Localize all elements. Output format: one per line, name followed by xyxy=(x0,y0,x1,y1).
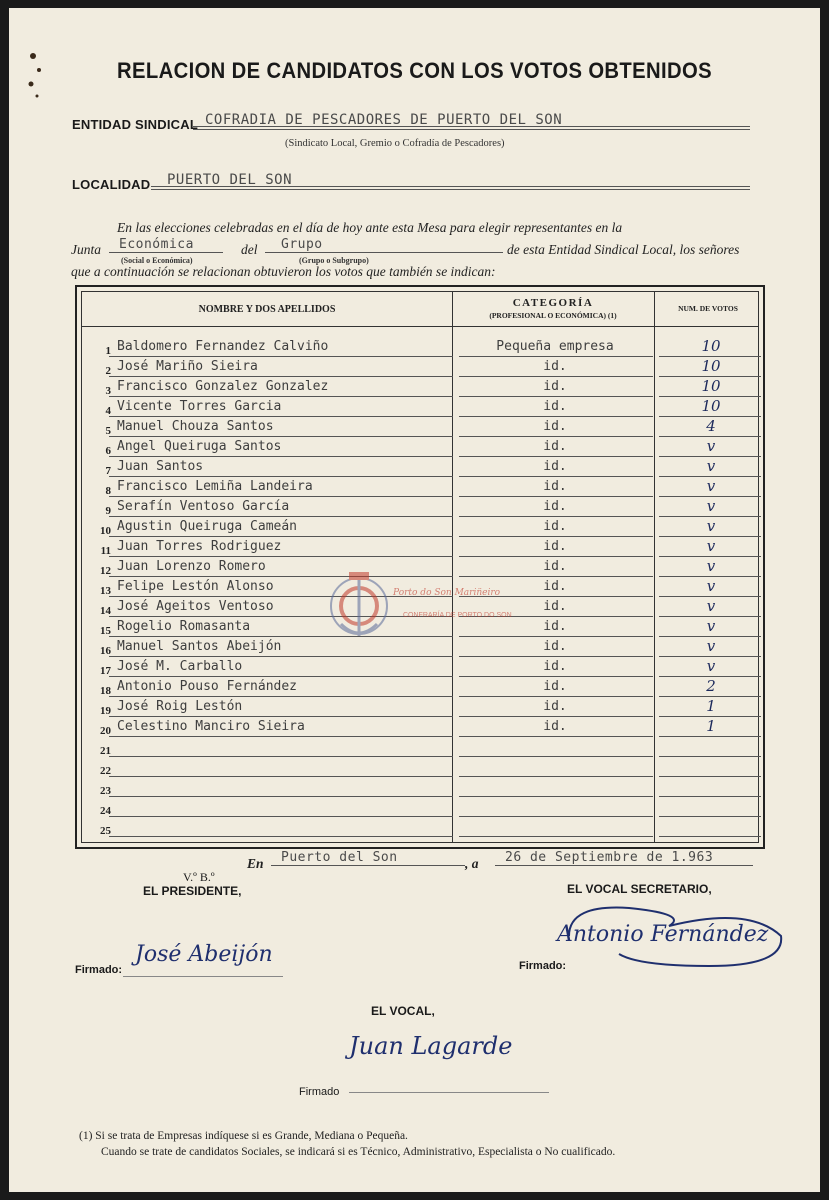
date-a-word: , a xyxy=(465,856,479,871)
row-line-category xyxy=(459,696,653,697)
row-number: 20 xyxy=(100,725,111,737)
candidate-votes: v xyxy=(706,477,716,495)
table-row xyxy=(81,819,759,839)
row-number: 12 xyxy=(100,565,111,577)
row-line-category xyxy=(459,536,653,537)
candidate-votes: v xyxy=(706,457,716,475)
row-line-name xyxy=(109,776,453,777)
candidate-votes: v xyxy=(706,657,716,675)
row-line-name xyxy=(109,436,453,437)
row-number: 3 xyxy=(105,385,111,397)
table-row xyxy=(81,459,759,479)
row-number: 6 xyxy=(105,445,111,457)
entidad-label: ENTIDAD SINDICAL xyxy=(72,117,198,132)
intro-junta-word: Junta xyxy=(71,242,101,257)
row-number: 23 xyxy=(100,785,111,797)
row-line-name xyxy=(109,756,453,757)
row-line-votes xyxy=(659,816,761,817)
stamp-text-1: Porto do Son Mariñeiro xyxy=(393,588,501,598)
signature-vocal: Juan Lagarde xyxy=(349,1032,513,1060)
entidad-underline xyxy=(193,126,750,130)
candidate-category: id. xyxy=(543,479,567,494)
grupo-note: (Grupo o Subgrupo) xyxy=(299,256,369,265)
intro-line-3: que a continuación se relacionan obtuvieron los votos que también se indican: xyxy=(71,264,496,279)
row-line-name xyxy=(109,556,453,557)
candidate-votes: 4 xyxy=(706,417,716,435)
row-line-name xyxy=(109,496,453,497)
candidate-votes: v xyxy=(706,637,716,655)
localidad-underline xyxy=(151,186,750,190)
row-line-category xyxy=(459,356,653,357)
candidate-category: id. xyxy=(543,719,567,734)
candidate-votes: 1 xyxy=(706,697,716,715)
table-row xyxy=(81,539,759,559)
candidate-votes: v xyxy=(706,537,716,555)
row-line-name xyxy=(109,416,453,417)
row-line-name xyxy=(109,716,453,717)
row-line-category xyxy=(459,516,653,517)
candidate-name: Agustin Queiruga Cameán xyxy=(117,519,298,534)
table-row xyxy=(81,719,759,739)
candidate-votes: v xyxy=(706,577,716,595)
row-line-category xyxy=(459,816,653,817)
row-line-category xyxy=(459,416,653,417)
candidate-votes: v xyxy=(706,597,716,615)
row-line-name xyxy=(109,736,453,737)
candidate-name: José M. Carballo xyxy=(117,659,243,674)
table-row xyxy=(81,419,759,439)
row-line-name xyxy=(109,836,453,837)
candidate-name: Rogelio Romasanta xyxy=(117,619,251,634)
row-line-votes xyxy=(659,796,761,797)
candidate-category: id. xyxy=(543,519,567,534)
col-header-category-sub: (PROFESIONAL O ECONÓMICA) (1) xyxy=(489,311,617,320)
place-en-word: En xyxy=(247,856,264,871)
candidate-name: Antonio Pouso Fernández xyxy=(117,679,298,694)
candidate-name: Baldomero Fernandez Calviño xyxy=(117,339,329,354)
row-line-name xyxy=(109,656,453,657)
row-number: 5 xyxy=(105,425,111,437)
table-row xyxy=(81,359,759,379)
row-number: 10 xyxy=(100,525,111,537)
candidate-category: id. xyxy=(543,599,567,614)
candidate-name: José Roig Lestón xyxy=(117,699,243,714)
candidate-name: Angel Queiruga Santos xyxy=(117,439,282,454)
firmado-presidente-line xyxy=(123,976,283,977)
candidate-name: José Ageitos Ventoso xyxy=(117,599,274,614)
table-row xyxy=(81,379,759,399)
candidate-category: id. xyxy=(543,439,567,454)
candidate-category: id. xyxy=(543,379,567,394)
stamp-text-2: CONFRARÍA DE PORTO DO SON xyxy=(403,612,512,619)
row-number: 17 xyxy=(100,665,111,677)
candidate-votes: v xyxy=(706,557,716,575)
row-line-category xyxy=(459,756,653,757)
row-number: 9 xyxy=(105,505,111,517)
row-line-name xyxy=(109,476,453,477)
table-header-rule xyxy=(82,326,758,327)
candidate-name: José Mariño Sieira xyxy=(117,359,258,374)
row-line-votes xyxy=(659,836,761,837)
row-number: 14 xyxy=(100,605,111,617)
firmado-vocal-line xyxy=(349,1092,549,1093)
document-page xyxy=(9,8,820,1192)
firmado-presidente-label: Firmado: xyxy=(75,964,123,976)
footnote-line-2: Cuando se trate de candidatos Sociales, se indicará si es Técnico, Administrativo, Especialista o No cualificado. xyxy=(101,1146,616,1158)
row-number: 24 xyxy=(100,805,111,817)
vb-label: V.º B.º xyxy=(183,870,215,884)
row-number: 21 xyxy=(100,745,111,757)
row-line-category xyxy=(459,456,653,457)
localidad-value: PUERTO DEL SON xyxy=(167,172,293,188)
row-line-name xyxy=(109,796,453,797)
row-line-category xyxy=(459,556,653,557)
row-line-category xyxy=(459,376,653,377)
candidate-category: id. xyxy=(543,579,567,594)
place-value: Puerto del Son xyxy=(281,850,398,865)
candidate-category: id. xyxy=(543,459,567,474)
row-number: 19 xyxy=(100,705,111,717)
grupo-underline xyxy=(265,252,503,253)
table-row xyxy=(81,679,759,699)
col-header-votes: NUM. DE VOTOS xyxy=(678,304,738,313)
date-value: 26 de Septiembre de 1.963 xyxy=(505,850,714,865)
candidate-votes: v xyxy=(706,497,716,515)
firmado-secretario-label: Firmado: xyxy=(519,960,567,972)
row-line-category xyxy=(459,436,653,437)
candidate-name: Juan Torres Rodriguez xyxy=(117,539,282,554)
candidate-name: Vicente Torres Garcia xyxy=(117,399,282,414)
row-line-category xyxy=(459,676,653,677)
intro-line-1: En las elecciones celebradas en el día de hoy ante esta Mesa para elegir representantes en la xyxy=(117,220,623,235)
grupo-value: Grupo xyxy=(281,237,323,252)
candidate-category: id. xyxy=(543,539,567,554)
junta-value: Económica xyxy=(119,237,194,252)
candidate-votes: 1 xyxy=(706,717,716,735)
row-number: 2 xyxy=(105,365,111,377)
row-number: 22 xyxy=(100,765,111,777)
row-line-name xyxy=(109,516,453,517)
place-underline xyxy=(271,865,465,866)
row-line-name xyxy=(109,376,453,377)
candidate-category: id. xyxy=(543,679,567,694)
row-line-category xyxy=(459,836,653,837)
page-title: RELACION DE CANDIDATOS CON LOS VOTOS OBTENIDOS xyxy=(117,58,712,83)
footnote-line-1: (1) Si se trata de Empresas indíquese si es Grande, Mediana o Pequeña. xyxy=(79,1130,408,1142)
intro-del-word: del xyxy=(241,242,258,257)
table-row xyxy=(81,339,759,359)
signature-secretario-flourish xyxy=(549,896,789,976)
row-line-name xyxy=(109,396,453,397)
candidate-name: Francisco Lemiña Landeira xyxy=(117,479,313,494)
secretario-label: EL VOCAL SECRETARIO, xyxy=(567,882,712,896)
candidate-name: Juan Lorenzo Romero xyxy=(117,559,266,574)
row-number: 13 xyxy=(100,585,111,597)
candidate-name: Celestino Manciro Sieira xyxy=(117,719,305,734)
table-row xyxy=(81,739,759,759)
candidate-name: Francisco Gonzalez Gonzalez xyxy=(117,379,329,394)
row-number: 11 xyxy=(100,545,111,557)
row-number: 15 xyxy=(100,625,111,637)
col-header-name: NOMBRE Y DOS APELLIDOS xyxy=(198,304,336,315)
candidate-category: id. xyxy=(543,499,567,514)
candidate-votes: 10 xyxy=(701,377,721,395)
row-line-votes xyxy=(659,776,761,777)
intro-line-2-end: de esta Entidad Sindical Local, los señores xyxy=(507,242,740,257)
candidate-category: id. xyxy=(543,699,567,714)
junta-note: (Social o Económica) xyxy=(121,256,193,265)
candidate-votes: 2 xyxy=(706,677,716,695)
row-line-category xyxy=(459,396,653,397)
table-row xyxy=(81,659,759,679)
candidate-votes: v xyxy=(706,437,716,455)
candidate-name: Manuel Chouza Santos xyxy=(117,419,274,434)
vocal-label: EL VOCAL, xyxy=(371,1004,435,1018)
entidad-value: COFRADIA DE PESCADORES DE PUERTO DEL SON xyxy=(205,112,563,128)
row-number: 1 xyxy=(105,345,111,357)
row-number: 16 xyxy=(100,645,111,657)
candidate-votes: 10 xyxy=(701,357,721,375)
candidate-category: id. xyxy=(543,659,567,674)
row-number: 4 xyxy=(105,405,111,417)
table-row xyxy=(81,799,759,819)
entidad-note: (Sindicato Local, Gremio o Cofradía de Pescadores) xyxy=(285,138,505,149)
candidate-category: id. xyxy=(543,419,567,434)
candidate-name: Felipe Lestón Alonso xyxy=(117,579,274,594)
row-line-name xyxy=(109,356,453,357)
table-row xyxy=(81,499,759,519)
candidate-votes: 10 xyxy=(701,397,721,415)
candidate-votes: 10 xyxy=(701,337,721,355)
row-line-category xyxy=(459,496,653,497)
row-line-name xyxy=(109,536,453,537)
row-line-category xyxy=(459,476,653,477)
cofradia-stamp xyxy=(327,564,527,654)
candidate-category: id. xyxy=(543,399,567,414)
candidate-name: Manuel Santos Abeijón xyxy=(117,639,282,654)
row-line-category xyxy=(459,776,653,777)
col-header-category: CATEGORÍA xyxy=(512,297,594,309)
row-line-category xyxy=(459,796,653,797)
candidate-category: Pequeña empresa xyxy=(496,339,614,354)
junta-underline xyxy=(109,252,223,253)
row-line-name xyxy=(109,456,453,457)
row-line-category xyxy=(459,716,653,717)
row-line-name xyxy=(109,816,453,817)
localidad-label: LOCALIDAD xyxy=(72,177,151,192)
candidate-category: id. xyxy=(543,619,567,634)
date-underline xyxy=(495,865,753,866)
row-line-category xyxy=(459,736,653,737)
candidate-votes: v xyxy=(706,517,716,535)
row-line-category xyxy=(459,656,653,657)
table-row xyxy=(81,779,759,799)
signature-presidente: José Abeijón xyxy=(135,942,273,967)
row-number: 8 xyxy=(105,485,111,497)
candidate-category: id. xyxy=(543,359,567,374)
candidate-category: id. xyxy=(543,559,567,574)
candidate-name: Juan Santos xyxy=(117,459,204,474)
table-row xyxy=(81,479,759,499)
table-row xyxy=(81,399,759,419)
row-number: 7 xyxy=(105,465,111,477)
row-number: 18 xyxy=(100,685,111,697)
row-line-votes xyxy=(659,736,761,737)
signature-secretario: Antonio Fernández xyxy=(557,922,769,947)
table-row xyxy=(81,439,759,459)
table-row xyxy=(81,699,759,719)
row-number: 25 xyxy=(100,825,111,837)
table-row xyxy=(81,759,759,779)
row-line-name xyxy=(109,696,453,697)
firmado-vocal-label: Firmado xyxy=(299,1086,340,1098)
presidente-label: EL PRESIDENTE, xyxy=(143,884,242,898)
candidate-votes: v xyxy=(706,617,716,635)
row-line-votes xyxy=(659,756,761,757)
candidate-name: Serafín Ventoso García xyxy=(117,499,290,514)
candidate-category: id. xyxy=(543,639,567,654)
table-row xyxy=(81,519,759,539)
row-line-name xyxy=(109,676,453,677)
